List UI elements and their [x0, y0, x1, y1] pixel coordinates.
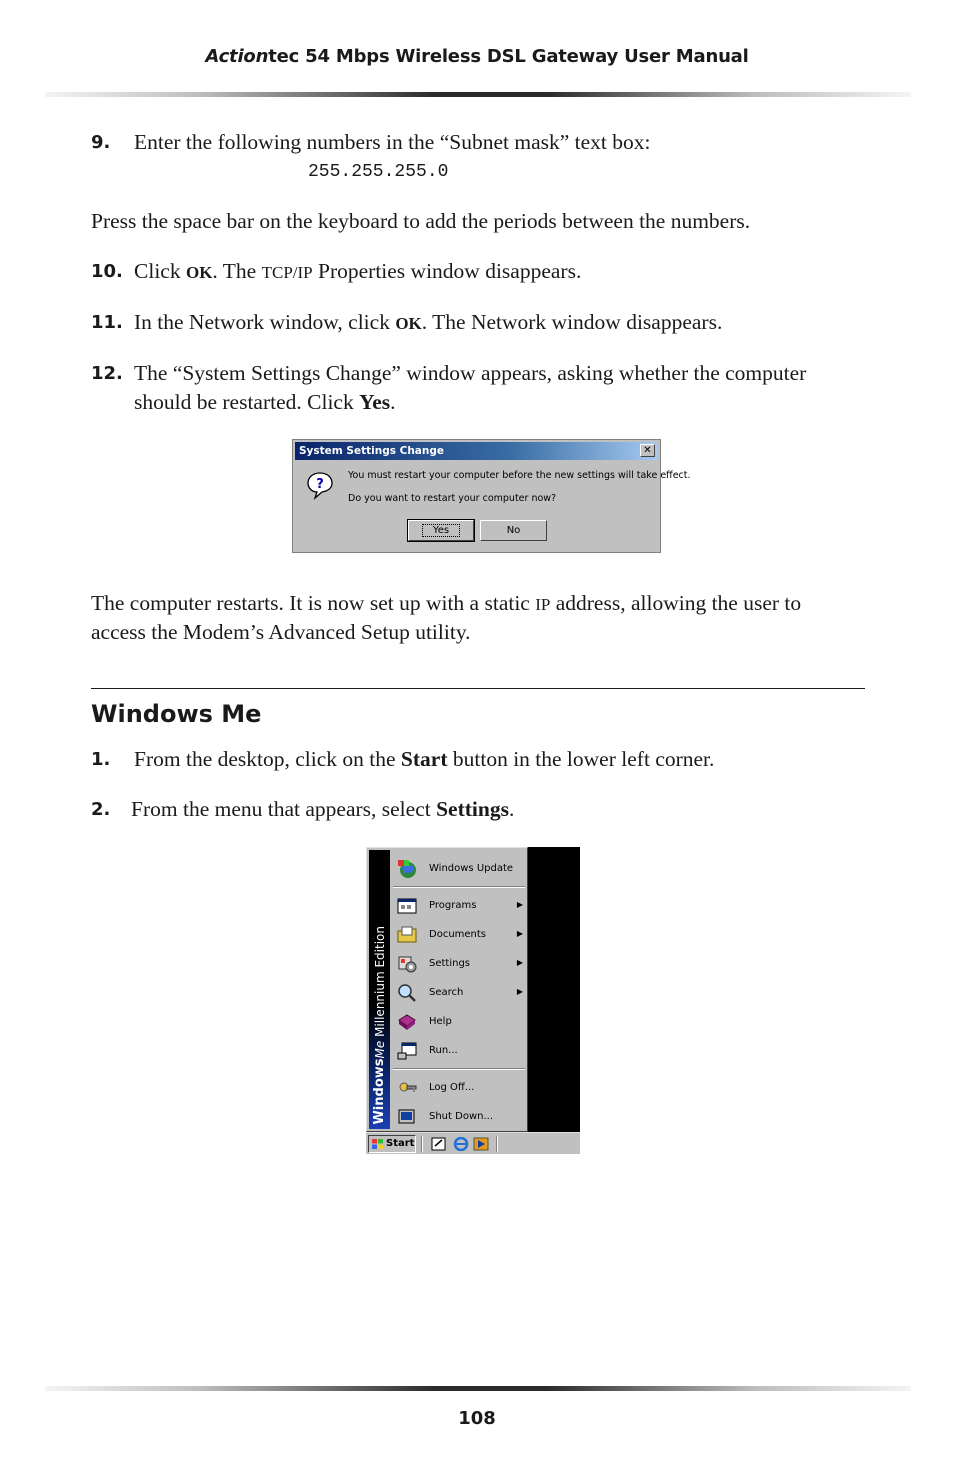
- step-text: The “System Settings Change” window appears, asking whether the computer: [134, 361, 807, 385]
- settings-icon: [396, 954, 418, 974]
- question-icon: [305, 470, 335, 500]
- shut-down-icon: [396, 1107, 418, 1127]
- step-number: 1.: [91, 749, 111, 770]
- paragraph: The computer restarts. It is now set up with a static IP address, allowing the user to: [91, 591, 802, 615]
- step-number: 2.: [91, 799, 111, 820]
- system-settings-change-dialog: [292, 439, 691, 553]
- no-button[interactable]: No: [480, 520, 547, 541]
- menu-item-shut-down[interactable]: Shut Down...: [393, 1104, 527, 1130]
- svg-text:?: ?: [316, 477, 324, 492]
- menu-item-help[interactable]: Help: [393, 1009, 527, 1035]
- step-text: From the menu that appears, select Settings.: [131, 797, 515, 821]
- subnet-mask-value: 255.255.255.0: [308, 162, 449, 182]
- menu-item-settings[interactable]: Settings ▶: [393, 951, 527, 977]
- menu-item-programs[interactable]: Programs ▶: [393, 893, 527, 919]
- start-menu: [366, 847, 528, 1132]
- taskbar: [366, 1132, 580, 1154]
- submenu-arrow-icon: ▶: [516, 900, 523, 909]
- dialog-question: Do you want to restart your computer now?: [348, 493, 557, 504]
- step-text: In the Network window, click OK. The Network window disappears.: [134, 310, 723, 334]
- step-text: Click OK. The TCP/IP Properties window disappears.: [134, 259, 582, 283]
- show-desktop-icon[interactable]: [431, 1137, 447, 1151]
- footer-rule: [45, 1386, 911, 1391]
- menu-item-documents[interactable]: Documents ▶: [393, 922, 527, 948]
- submenu-arrow-icon: ▶: [516, 987, 523, 996]
- search-icon: [396, 983, 418, 1003]
- menu-separator: [393, 1068, 525, 1070]
- menu-item-search[interactable]: Search ▶: [393, 980, 527, 1006]
- log-off-icon: [396, 1078, 418, 1098]
- step-number: 9.: [91, 132, 111, 153]
- programs-icon: [396, 896, 418, 916]
- step-text: Enter the following numbers in the “Subnet mask” text box:: [134, 130, 651, 154]
- windows-flag-icon: [372, 1139, 383, 1149]
- menu-item-windows-update[interactable]: Windows Update: [393, 856, 527, 882]
- step-text: From the desktop, click on the Start button in the lower left corner.: [134, 747, 715, 771]
- note-text: Press the space bar on the keyboard to add the periods between the numbers.: [91, 209, 751, 233]
- yes-button[interactable]: Yes: [408, 520, 474, 541]
- menu-separator: [393, 886, 525, 888]
- header-rule: [45, 92, 911, 97]
- page-number: 108: [458, 1408, 496, 1429]
- dialog-message: You must restart your computer before the new settings will take effect.: [348, 470, 691, 481]
- paragraph-cont: access the Modem’s Advanced Setup utility.: [91, 620, 471, 644]
- menu-item-log-off[interactable]: Log Off...: [393, 1075, 527, 1101]
- submenu-arrow-icon: ▶: [516, 929, 523, 938]
- dialog-title-bar: System Settings Change ✕: [295, 442, 658, 460]
- page-header-title: Actiontec 54 Mbps Wireless DSL Gateway User Manual: [205, 46, 749, 67]
- taskbar-divider: [421, 1136, 423, 1152]
- taskbar-divider: [496, 1136, 498, 1152]
- step-number: 10.: [91, 261, 123, 282]
- media-player-icon[interactable]: [473, 1137, 489, 1151]
- step-text-cont: should be restarted. Click Yes.: [134, 390, 396, 414]
- run-icon: [396, 1041, 418, 1061]
- section-divider: [91, 688, 865, 689]
- internet-explorer-icon[interactable]: [453, 1137, 469, 1151]
- documents-icon: [396, 925, 418, 945]
- start-menu-screenshot: [366, 847, 580, 1154]
- start-button[interactable]: Start: [368, 1135, 416, 1153]
- windows-update-icon: [396, 859, 418, 879]
- step-number: 11.: [91, 312, 123, 333]
- step-number: 12.: [91, 363, 123, 384]
- start-menu-banner: WindowsMe Millennium Edition: [369, 850, 390, 1129]
- close-icon[interactable]: ✕: [640, 444, 655, 457]
- menu-item-run[interactable]: Run...: [393, 1038, 527, 1064]
- help-icon: [396, 1012, 418, 1032]
- submenu-arrow-icon: ▶: [516, 958, 523, 967]
- section-heading: Windows Me: [91, 700, 262, 728]
